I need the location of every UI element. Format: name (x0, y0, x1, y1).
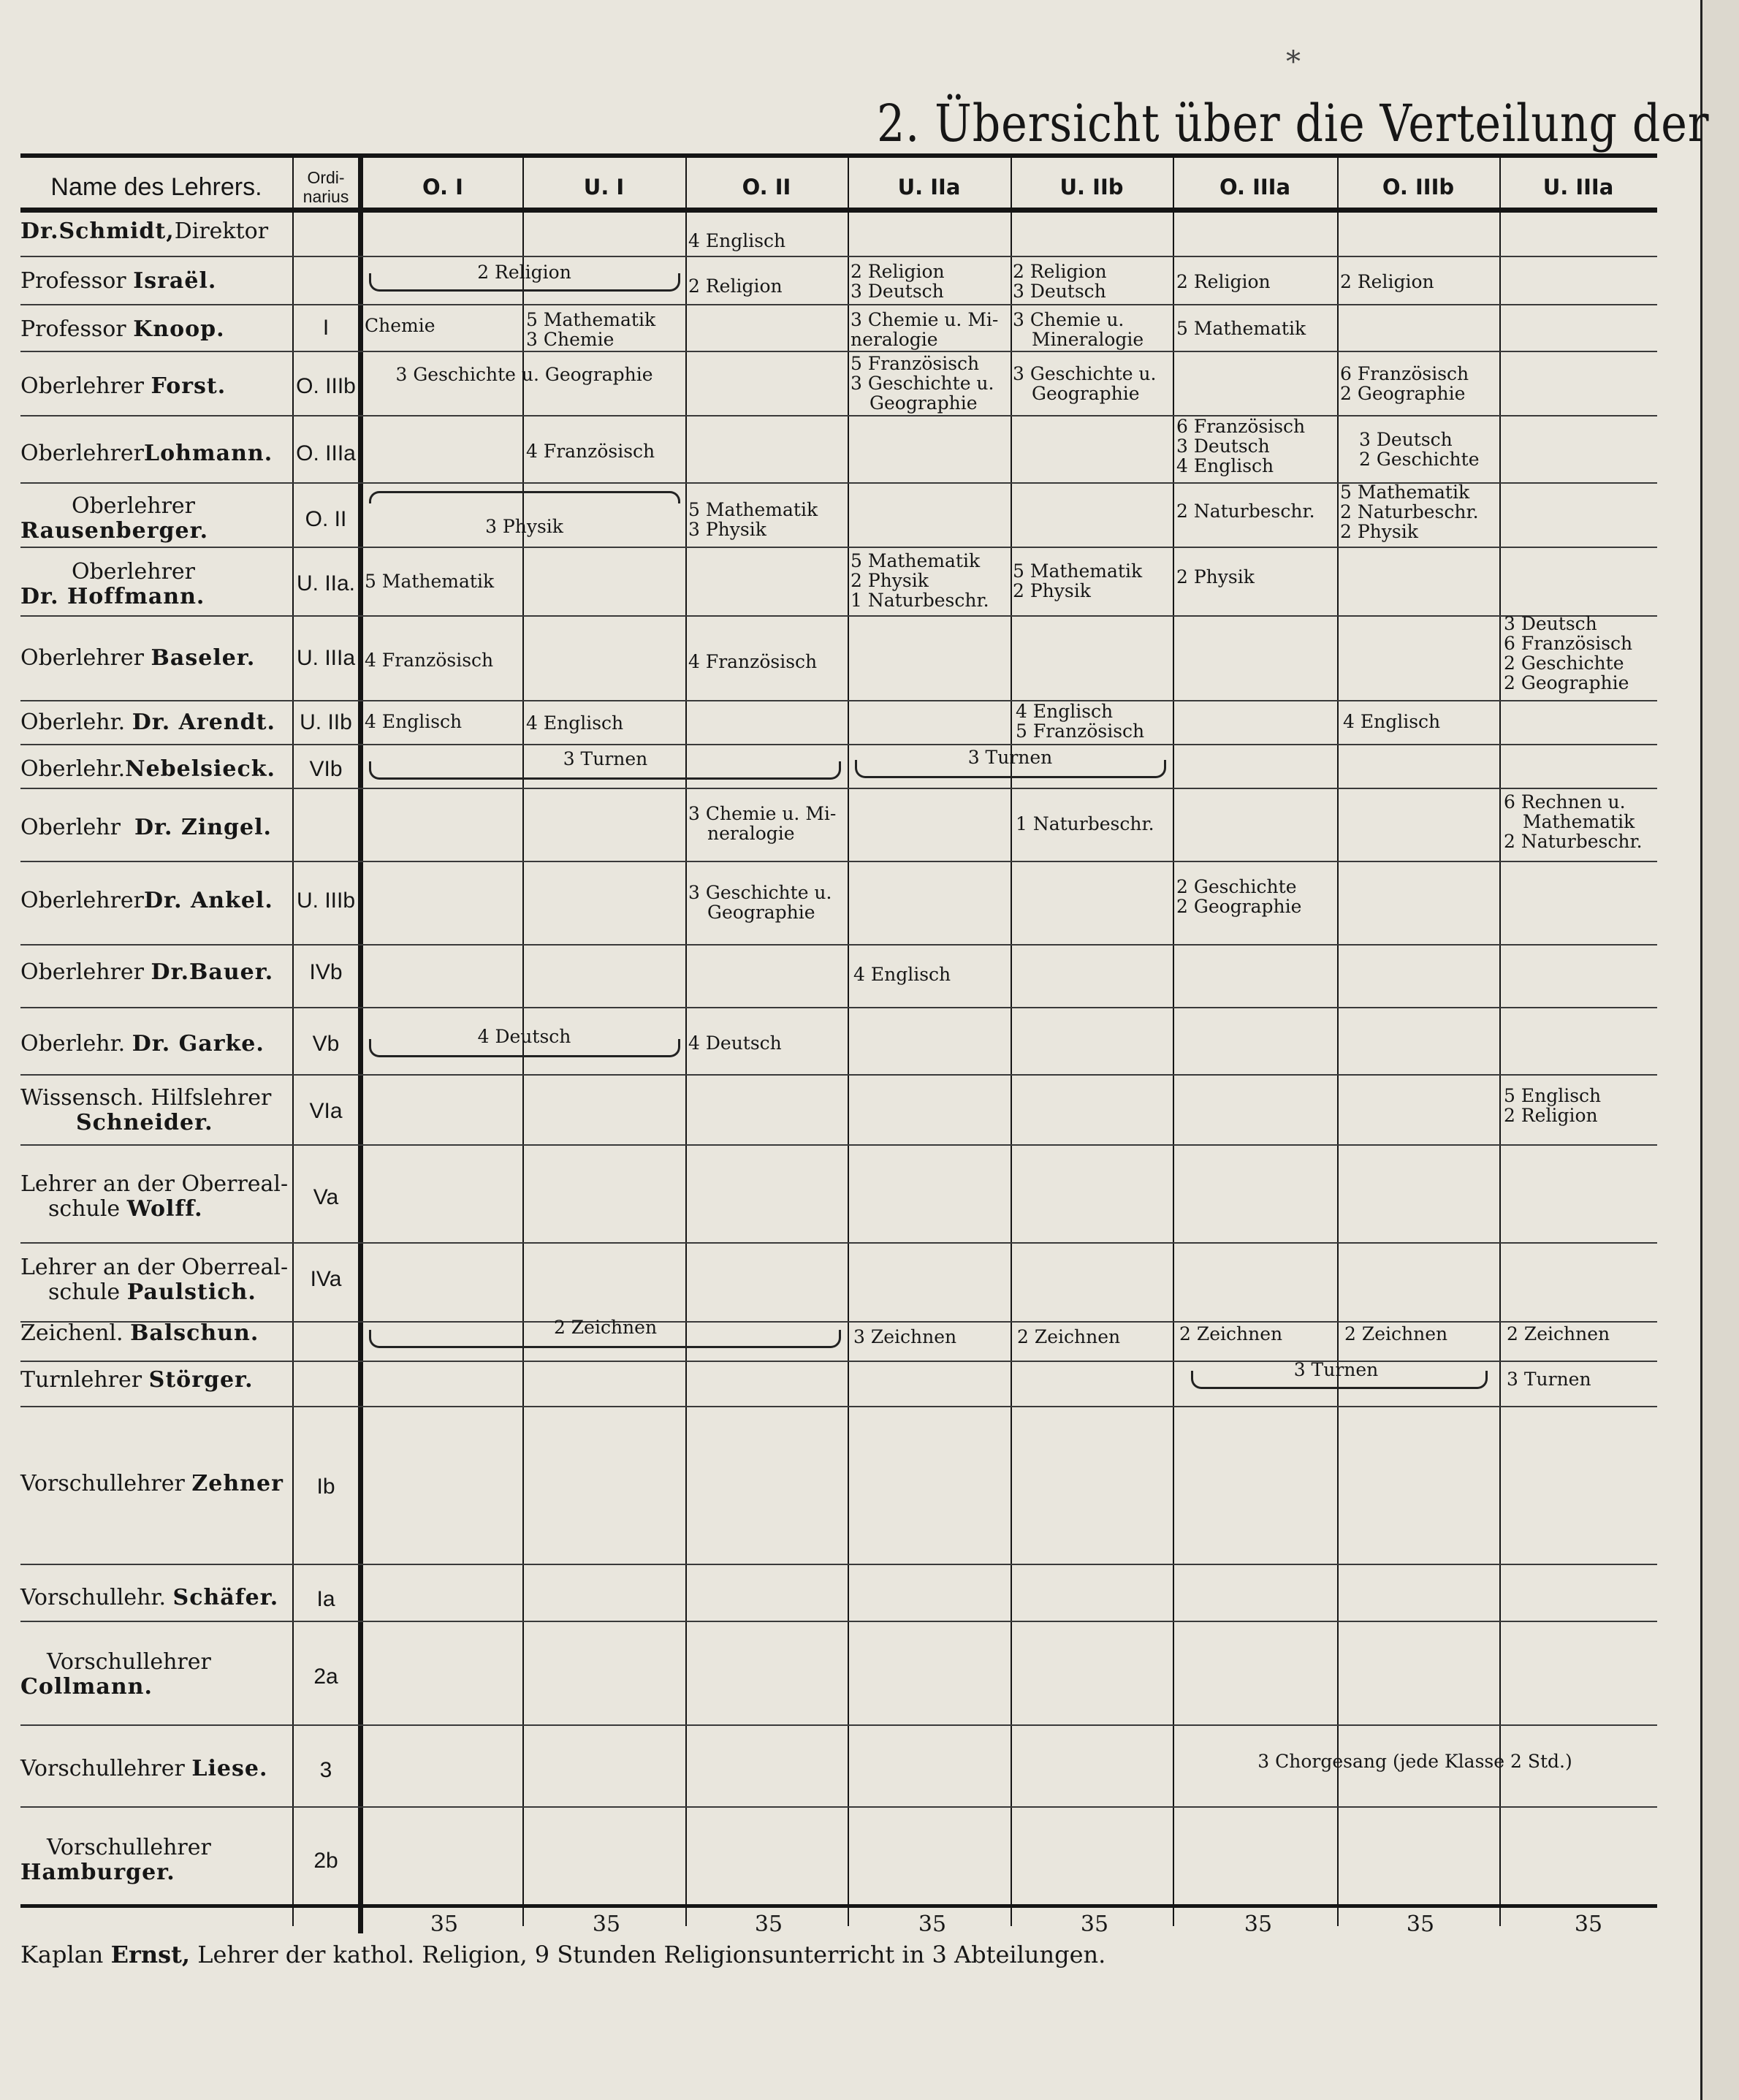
ordinarius-value: 2a (313, 1665, 338, 1689)
cell: 5 Mathematik (1176, 318, 1306, 339)
page-title: 2. Übersicht über die Verteilung der (877, 94, 1710, 153)
ordinarius-value: IVb (309, 960, 343, 984)
cell: 1 Naturbeschr. (1016, 813, 1154, 834)
row-rule (20, 1144, 1657, 1146)
span-brace (369, 1039, 680, 1057)
ordinarius-value: VIb (309, 757, 343, 781)
cell: 4 Englisch (526, 712, 624, 734)
header-class-u2b: U. IIb (1059, 175, 1124, 199)
ordinarius-value: O. IIIb (296, 374, 356, 398)
total-u3a: 35 (1574, 1911, 1603, 1937)
cell: 2 Geschichte 2 Geographie (1176, 876, 1302, 917)
row-rule (20, 351, 1657, 352)
teacher-title: Vorschullehrer (47, 1835, 211, 1860)
span-label: 3 Turnen (967, 747, 1053, 768)
span-label: 2 Religion (477, 262, 571, 283)
cell: 5 Englisch 2 Religion (1504, 1085, 1602, 1126)
cell: 3 Turnen (1507, 1369, 1591, 1390)
teacher-name (20, 1835, 291, 1885)
cell: 4 Englisch (853, 964, 951, 985)
header-class-u1: U. I (583, 175, 625, 199)
row-rule (20, 744, 1657, 745)
cell: 5 Mathematik 3 Physik (688, 499, 818, 540)
teacher-name: Professor Israël. (20, 268, 217, 294)
ordinarius-value: U. IIa. (296, 571, 356, 596)
cell: 5 Französisch 3 Geschichte u. Geographie (851, 353, 994, 414)
cell: 3 Deutsch 6 Französisch 2 Geschichte 2 Geographie (1504, 613, 1633, 693)
teacher-name: OberlehrerLohmann. (20, 441, 273, 466)
cell: 3 Deutsch 2 Geschichte (1359, 429, 1480, 470)
teacher-surname: Collmann. (20, 1674, 153, 1700)
span-label: 2 Zeichnen (553, 1317, 658, 1338)
header-ord-line1: Ordi- (307, 168, 345, 187)
cell: 2 Religion 3 Deutsch (851, 261, 945, 302)
header-ordinarius (292, 165, 359, 209)
row-rule (20, 304, 1657, 305)
ordinarius-value: 3 (319, 1758, 332, 1782)
col-line-3 (848, 158, 849, 1926)
row-rule (20, 615, 1657, 617)
header-class-o3a: O. IIIa (1219, 175, 1291, 199)
span-brace (369, 491, 680, 503)
row-rule (20, 944, 1657, 946)
cell: 3 Chemie u. Mi- neralogie (688, 803, 837, 844)
span-label: 3 Turnen (563, 748, 648, 769)
header-class-o3b: O. IIIb (1382, 175, 1455, 199)
footnote: Kaplan Ernst, Lehrer der kathol. Religion, 9 Stunden Religionsunterricht in 3 Abteilungen. (20, 1941, 1106, 1968)
row-rule (20, 547, 1657, 548)
ordinarius-value: O. II (305, 507, 347, 531)
cell: 4 Deutsch (688, 1032, 782, 1054)
ordinarius-value: O. IIIa (296, 441, 356, 465)
teacher-name: Oberlehr. Dr. Arendt. (20, 709, 275, 735)
cell: 3 Chemie u. Mineralogie (1013, 309, 1144, 350)
total-u1: 35 (592, 1911, 621, 1937)
col-line-5 (1173, 158, 1174, 1926)
row-rule (20, 1007, 1657, 1008)
cell: 2 Zeichnen (1179, 1323, 1283, 1344)
row-rule (20, 1242, 1657, 1244)
totals-top-rule (20, 1904, 1657, 1908)
teacher-name: Oberlehrer Forst. (20, 373, 227, 399)
row-rule (20, 1724, 1657, 1726)
teacher-surname-line: schule Paulstich. (48, 1279, 256, 1305)
teacher-name: Vorschullehr. Schäfer. (20, 1585, 279, 1610)
row-rule (20, 1406, 1657, 1407)
span-label: 3 Physik (485, 516, 563, 537)
ordinarius-value: U. IIIa (296, 646, 356, 670)
cell: 4 Englisch 5 Französisch (1016, 701, 1145, 742)
teacher-title: Wissensch. Hilfslehrer (20, 1085, 272, 1111)
cell: 2 Physik (1176, 566, 1255, 587)
total-o1: 35 (430, 1911, 459, 1937)
col-line-2 (685, 158, 687, 1926)
cell: 3 Chemie u. Mi- neralogie (851, 309, 999, 350)
cell: 2 Religion (688, 275, 783, 297)
teacher-surname: Schneider. (76, 1110, 213, 1135)
table-top-rule (20, 153, 1657, 158)
teacher-surname: Hamburger. (20, 1860, 175, 1885)
cell: 2 Religion (1340, 271, 1434, 292)
teacher-title: Oberlehrer (72, 493, 195, 519)
total-o2: 35 (754, 1911, 783, 1937)
cell: 4 Englisch (365, 711, 463, 732)
cell: 2 Religion (1176, 271, 1271, 292)
row-rule (20, 1074, 1657, 1076)
total-u2a: 35 (918, 1911, 947, 1937)
ordinarius-value: Va (313, 1185, 339, 1209)
cell: 5 Mathematik 2 Physik (1013, 560, 1143, 601)
cell: 5 Mathematik 3 Chemie (526, 309, 656, 350)
cell: 2 Zeichnen (1344, 1323, 1448, 1344)
teacher-title: Lehrer an der Oberreal- (20, 1255, 289, 1280)
teacher-name: Oberlehr. Dr. Garke. (20, 1031, 265, 1057)
ordinarius-value: U. IIb (300, 710, 352, 734)
row-rule (20, 1621, 1657, 1622)
ordinarius-value: 2b (313, 1849, 338, 1873)
span-brace (369, 273, 680, 292)
cell: 4 Französisch (365, 650, 494, 671)
col-line-6 (1337, 158, 1339, 1926)
header-ord-line2: narius (302, 187, 349, 206)
cell: 6 Rechnen u. Mathematik 2 Naturbeschr. (1504, 791, 1643, 852)
row-rule (20, 415, 1657, 416)
ordinarius-value: Vb (312, 1032, 340, 1056)
teacher-name (20, 1255, 291, 1305)
ordinarius-value: I (322, 316, 330, 340)
row-rule (20, 700, 1657, 701)
ordinarius-value: VIa (309, 1099, 343, 1123)
teacher-name: Oberlehrer Baseler. (20, 645, 256, 671)
teacher-name: Oberlehrer Dr.Bauer. (20, 959, 274, 985)
cell: 6 Französisch 2 Geographie (1340, 363, 1469, 404)
teacher-name (20, 1172, 291, 1222)
cell: 6 Französisch 3 Deutsch 4 Englisch (1176, 416, 1306, 476)
cell: 5 Mathematik (365, 571, 495, 592)
row-rule (20, 1806, 1657, 1808)
teacher-title: Lehrer an der Oberreal- (20, 1171, 289, 1197)
teacher-name: Vorschullehrer Zehner (20, 1471, 284, 1496)
teacher-name (20, 560, 291, 609)
teacher-name: Dr.Schmidt,Direktor (20, 218, 269, 244)
teacher-title: Vorschullehrer (47, 1649, 211, 1675)
header-class-o1: O. I (422, 175, 463, 199)
page-edge (1700, 0, 1739, 2100)
row-rule (20, 256, 1657, 257)
row-rule (20, 861, 1657, 862)
total-o3b: 35 (1406, 1911, 1435, 1937)
teacher-surname-line: schule Wolff. (48, 1196, 203, 1222)
teacher-name: Zeichenl. Balschun. (20, 1320, 259, 1346)
ordinarius-value: Ib (316, 1475, 335, 1499)
total-o3a: 35 (1244, 1911, 1273, 1937)
span-label: 3 Turnen (1293, 1359, 1379, 1380)
cell: 2 Naturbeschr. (1176, 501, 1315, 522)
cell: 2 Zeichnen (1017, 1326, 1121, 1347)
span-brace (369, 761, 841, 780)
total-u2b: 35 (1080, 1911, 1109, 1937)
header-name: Name des Lehrers. (50, 172, 262, 201)
span-label: 4 Deutsch (477, 1026, 571, 1047)
teacher-name: Oberlehr.Nebelsieck. (20, 756, 275, 782)
cell: 2 Zeichnen (1507, 1323, 1610, 1344)
ordinarius-value: IVa (310, 1267, 342, 1291)
ordinarius-value: U. IIIb (296, 889, 356, 913)
cell: 3 Geschichte u. Geographie (1013, 363, 1157, 404)
teacher-name (20, 1650, 291, 1700)
cell: 3 Zeichnen (853, 1326, 957, 1347)
header-class-u2a: U. IIa (897, 175, 961, 199)
teacher-name (20, 494, 291, 544)
cell: 4 Französisch (526, 441, 655, 462)
cell: 4 Französisch (688, 651, 818, 672)
cell: 5 Mathematik 2 Naturbeschr. 2 Physik (1340, 482, 1479, 542)
ordinarius-value: Ia (316, 1587, 335, 1611)
cell: 5 Mathematik 2 Physik 1 Naturbeschr. (851, 550, 989, 611)
row-rule (20, 1564, 1657, 1565)
cell: Chemie (365, 315, 435, 336)
teacher-title: Oberlehrer (72, 559, 195, 585)
span-label: 3 Geschichte u. Geographie (395, 364, 653, 385)
header-class-o2: O. II (742, 175, 791, 199)
teacher-surname: Rausenberger. (20, 518, 209, 544)
col-line-7 (1499, 158, 1501, 1926)
teacher-name: Vorschullehrer Liese. (20, 1756, 268, 1781)
teacher-name: OberlehrerDr. Ankel. (20, 888, 273, 913)
col-line-4 (1011, 158, 1012, 1926)
teacher-name (20, 1086, 291, 1135)
cell: 2 Religion 3 Deutsch (1013, 261, 1107, 302)
teacher-name: Oberlehr Dr. Zingel. (20, 815, 272, 840)
teacher-name: Turnlehrer Störger. (20, 1367, 254, 1393)
print-mark: * (1286, 45, 1301, 79)
span-brace (855, 760, 1166, 778)
span-brace (369, 1330, 841, 1348)
cell: 4 Englisch (1343, 711, 1441, 732)
header-class-u3a: U. IIIa (1542, 175, 1614, 199)
cell: 4 Englisch (688, 230, 786, 251)
span-label: 3 Chorgesang (jede Klasse 2 Std.) (1257, 1751, 1572, 1772)
cell: 3 Geschichte u. Geographie (688, 882, 832, 923)
span-brace (1191, 1371, 1488, 1389)
teacher-surname: Dr. Hoffmann. (20, 584, 205, 609)
teacher-name: Professor Knoop. (20, 316, 225, 342)
row-rule (20, 788, 1657, 789)
